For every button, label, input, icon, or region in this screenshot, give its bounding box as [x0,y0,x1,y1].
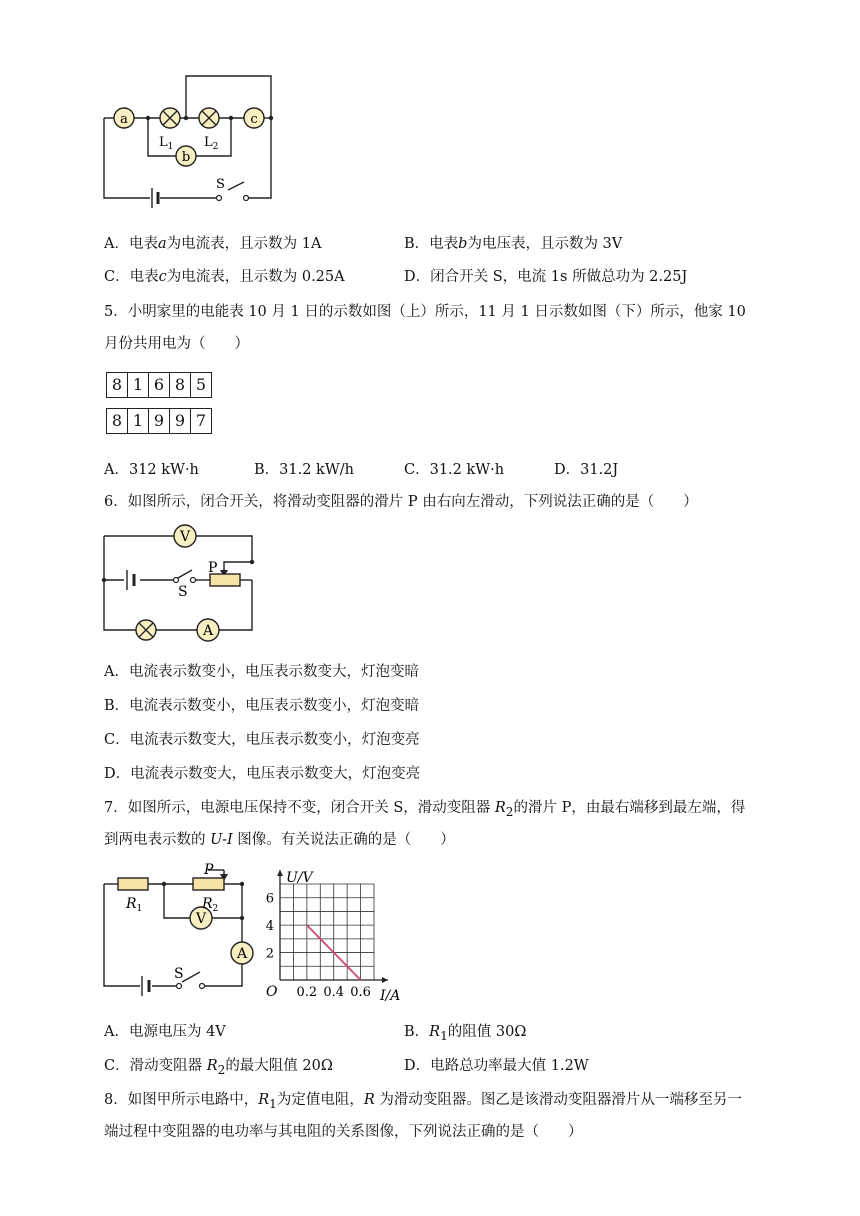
q7-question-line1: 7．如图所示，电源电压保持不变，闭合开关 S，滑动变阻器 $R_2$的滑片 P，由最右端移到最左端，得 [104,800,746,819]
rheostat-r2-icon [193,878,224,890]
svg-text:V: V [179,529,191,545]
svg-text:V: V [195,911,207,927]
q8-question-line2: 端过程中变阻器的电功率与其电阻的关系图像，下列说法正确的是（ ） [104,1124,583,1140]
chart-x-label: I/A [380,988,401,1004]
q4-option-c: C．电表c为电流表，且示数为 0.25A [104,269,345,285]
ammeter-icon [197,619,219,641]
q5-question-line1: 5．小明家里的电能表 10 月 1 日的示数如图（上）所示，11 月 1 日示数如图（下）所示，他家 10 [104,304,746,320]
q7-option-d: D．电路总功率最大值 1.2W [404,1058,589,1074]
meter-digit: 6 [149,373,170,397]
x-tick-label: 0.6 [350,985,371,1000]
svg-text:a: a [120,112,128,127]
meter-digit: 8 [170,373,191,397]
meter-c-icon [244,108,264,128]
q5-option-d: D．31.2J [554,462,619,478]
lamp-l1-label: $L_1$ [159,135,174,152]
q6-circuit-diagram [96,518,266,644]
x-tick-label: 0.4 [323,985,345,1000]
meter-digit: 7 [195,411,207,430]
q5-question-line2: 月份共用电为（ ） [104,336,249,352]
lamp-icon [136,620,156,640]
lamp-l1-icon [160,108,180,128]
meter-digit: 9 [149,409,170,433]
svg-text:b: b [181,150,191,165]
q6-option-a: A．电流表示数变小，电压表示数变大，灯泡变暗 [104,664,419,680]
meter-digit: 9 [170,409,191,433]
svg-text:A: A [236,946,248,962]
y-axis-arrow-icon [277,870,283,876]
q7-option-a: A．电源电压为 4V [104,1024,226,1040]
x-tick-label: 0.2 [296,985,318,1000]
r1-label: $R_1$ [126,896,143,914]
y-tick-label: 6 [265,891,274,907]
switch-label: S [216,177,225,192]
meter-a-icon [114,108,134,128]
meter-digit: 8 [107,373,128,397]
q4-option-a: A．电表a为电流表，且示数为 1A [104,236,322,252]
lamp-l2-label: $L_2$ [204,135,219,152]
slider-label: P [208,560,218,576]
q6-question: 6．如图所示，闭合开关，将滑动变阻器的滑片 P 由右向左滑动，下列说法正确的是（ ） [104,494,698,510]
svg-text:A: A [202,623,214,639]
q6-option-c: C．电流表示数变大，电压表示数变小，灯泡变亮 [104,732,420,748]
lamp-l2-icon [199,108,219,128]
slider-label: P [204,862,214,878]
x-axis-arrow-icon [382,977,388,983]
meter-b-icon [176,146,196,166]
meter-digit: 8 [107,409,128,433]
chart-y-label: U/V [286,870,313,886]
q8-question-line1: 8．如图甲所示电路中，$R_1$为定值电阻，R 为滑动变阻器。图乙是该滑动变阻器滑片从一端移至另一 [104,1092,742,1111]
meter-digit: 1 [128,373,149,397]
q7-option-c: C．滑动变阻器 $R_2$的最大阻值 20Ω [104,1058,333,1077]
energy-meter-top [106,372,212,398]
chart-ticks [266,892,371,1000]
voltmeter-icon [174,525,196,547]
q4-option-b: B．电表b为电压表，且示数为 3V [404,236,623,252]
switch-label: S [174,966,184,982]
switch-label: S [178,584,188,600]
svg-text:c: c [250,112,258,127]
meter-digit: 5 [195,375,207,394]
u-i-chart [262,862,412,1004]
energy-meter-bottom [106,408,212,434]
meter-digit: 1 [128,409,149,433]
q5-option-c: C．31.2 kW·h [404,462,505,478]
q4-option-d: D．闭合开关 S，电流 1s 所做总功为 2.25J [404,269,688,285]
chart-grid [280,884,374,980]
q4-circuit-diagram [96,70,286,215]
q7-question-line2: 到两电表示数的 U-I 图像。有关说法正确的是（ ） [104,832,455,848]
q5-option-a: A．312 kW·h [104,462,199,478]
resistor-r1-icon [118,878,148,890]
q6-option-d: D．电流表示数变大，电压表示数变大，灯泡变亮 [104,766,421,782]
q7-circuit-diagram [96,860,266,1000]
y-tick-label: 2 [265,946,274,962]
q6-option-b: B．电流表示数变小，电压表示数变小，灯泡变暗 [104,698,420,714]
r2-label: $R_2$ [202,896,219,914]
q7-option-b: B．$R_1$的阻值 30Ω [404,1024,527,1043]
y-tick-label: 4 [265,919,274,935]
chart-origin-label: O [266,984,278,1000]
q5-option-b: B．31.2 kW/h [254,462,354,478]
ammeter-icon [231,942,253,964]
